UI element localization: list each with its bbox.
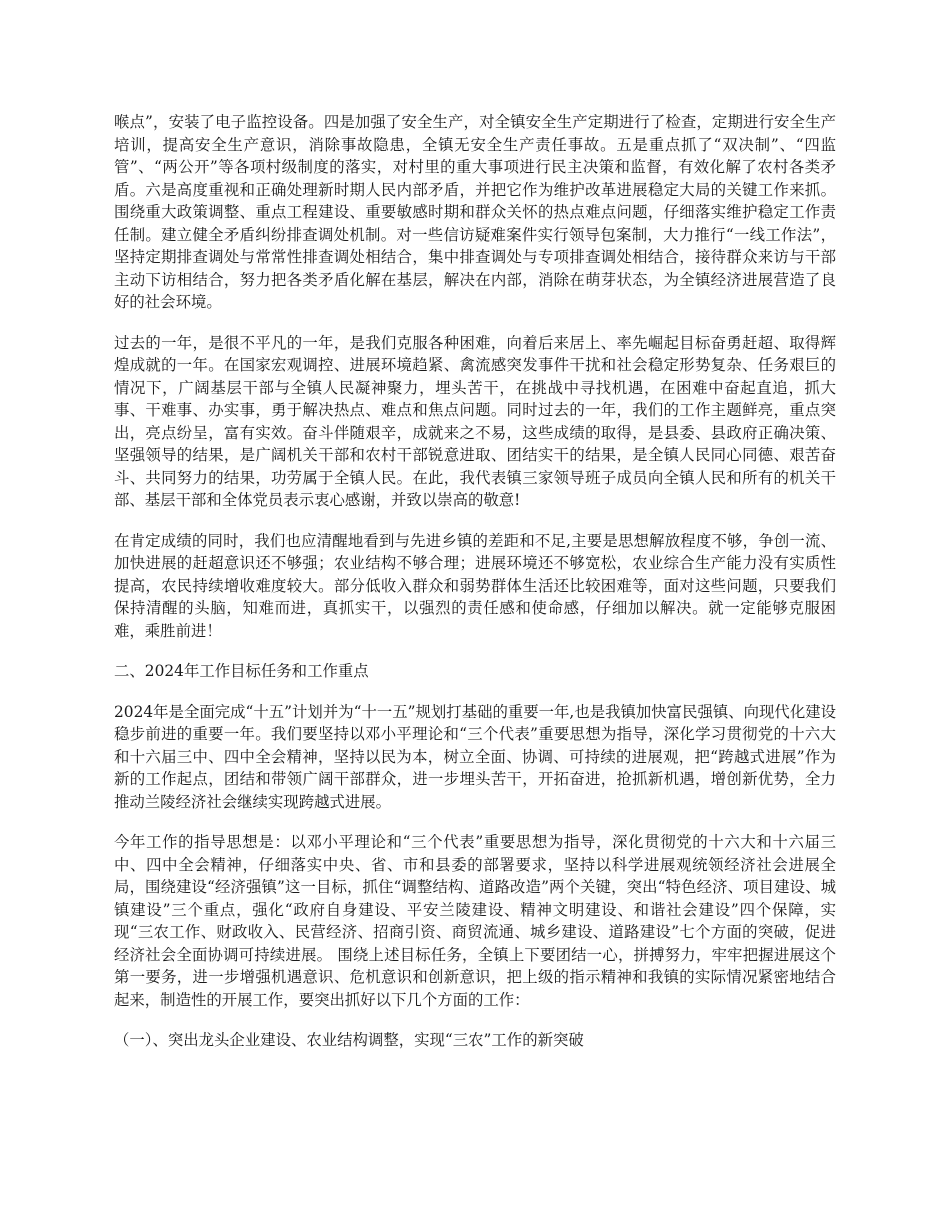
paragraph-guiding-ideology: 今年工作的指导思想是：以邓小平理论和“三个代表”重要思想为指导，深化贯彻党的十六大和十六届三中、四中全会精神，仔细落实中央、省、市和县委的部署要求，坚持以科学进展观统领经济社会进展全局，围绕建设“经济强镇”这一目标，抓住“调整结构、道路改造”两个关键，突出“特色经济、项目建设、城镇建设”三个重点，强化“政府自身建设、平安兰陵建设、精神文明建设、和谐社会建设”四个保障，实现“三农工作、财政收入、民营经济、招商引资、商贸流通、城乡建设、道路建设”七个方面的突破，促进经济社会全面协调可持续进展。 围绕上述目标任务，全镇上下要团结一心，拼搏努力，牢牢把握进展这个第一要务，进一步增强机遇意识、危机意识和创新意识，把上级的指示精神和我镇的实际情况紧密地结合起来，制造性的开展工作，要突出抓好以下几个方面的工作： <box>114 833 836 1009</box>
paragraph-shortcomings: 在肯定成绩的同时，我们也应清醒地看到与先进乡镇的差距和不足,主要是思想解放程度不够，争创一流、加快进展的赶超意识还不够强；农业结构不够合理；进展环境还不够宽松，农业综合生产能力没有实质性提高，农民持续增收难度较大。部分低收入群众和弱势群体生活还比较困难等，面对这些问题，只要我们保持清醒的头脑，知难而进，真抓实干，以强烈的责任感和使命感，仔细加以解决。就一定能够克服困难，乘胜前进！ <box>114 531 836 640</box>
paragraph-2024-overview: 2024年是全面完成“十五”计划并为“十一五”规划打基础的重要一年,也是我镇加快富民强镇、向现代化建设稳步前进的重要一年。我们要坚持以邓小平理论和“三个代表”重要思想为指导，深化学习贯彻党的十六大和十六届三中、四中全会精神，坚持以民为本，树立全面、协调、可持续的进展观，把“跨越式进展”作为新的工作起点，团结和带领广阔干部群众，进一步埋头苦干，开拓奋进，抢抓新机遇，增创新优势，全力推动兰陵经济社会继续实现跨越式进展。 <box>114 702 836 811</box>
section-heading-goals: 二、2024年工作目标任务和工作重点 <box>114 662 369 680</box>
subsection-heading-agriculture: （一）、突出龙头企业建设、农业结构调整，实现“三农”工作的新突破 <box>114 1031 584 1049</box>
paragraph-past-year-review: 过去的一年，是很不平凡的一年，是我们克服各种困难，向着后来居上、率先崛起目标奋勇赶超、取得辉煌成就的一年。在国家宏观调控、进展环境趋紧、禽流感突发事件干扰和社会稳定形势复杂、任务艰巨的情况下，广阔基层干部与全镇人民凝神聚力，埋头苦干，在挑战中寻找机遇，在困难中奋起直追，抓大事、干难事、办实事，勇于解决热点、难点和焦点问题。同时过去的一年，我们的工作主题鲜亮，重点突出，亮点纷呈，富有实效。奋斗伴随艰辛，成就来之不易，这些成绩的取得，是县委、县政府正确决策、坚强领导的结果，是广阔机关干部和农村干部锐意进取、团结实干的结果，是全镇人民同心同德、艰苦奋斗、共同努力的结果，功劳属于全镇人民。在此，我代表镇三家领导班子成员向全镇人民和所有的机关干部、基层干部和全体党员表示衷心感谢，并致以崇高的敬意! <box>114 333 836 509</box>
paragraph-safety-and-disputes: 喉点”，安装了电子监控设备。四是加强了安全生产，对全镇安全生产定期进行了检查，定期进行安全生产培训，提高安全生产意识，消除事故隐患，全镇无安全生产责任事故。五是重点抓了“双决制”、“四监管”、“两公开”等各项村级制度的落实，对村里的重大事项进行民主决策和监督，有效化解了农村各类矛盾。六是高度重视和正确处理新时期人民内部矛盾，并把它作为维护改革进展稳定大局的关键工作来抓。围绕重大政策调整、重点工程建设、重要敏感时期和群众关怀的热点难点问题，仔细落实维护稳定工作责任制。建立健全矛盾纠纷排查调处机制。对一些信访疑难案件实行领导包案制，大力推行“一线工作法”，坚持定期排查调处与常常性排查调处相结合，集中排查调处与专项排查调处相结合，接待群众来访与干部主动下访相结合，努力把各类矛盾化解在基层，解决在内部，消除在萌芽状态，为全镇经济进展营造了良好的社会环境。 <box>114 113 836 311</box>
document-body <box>114 111 836 1070</box>
